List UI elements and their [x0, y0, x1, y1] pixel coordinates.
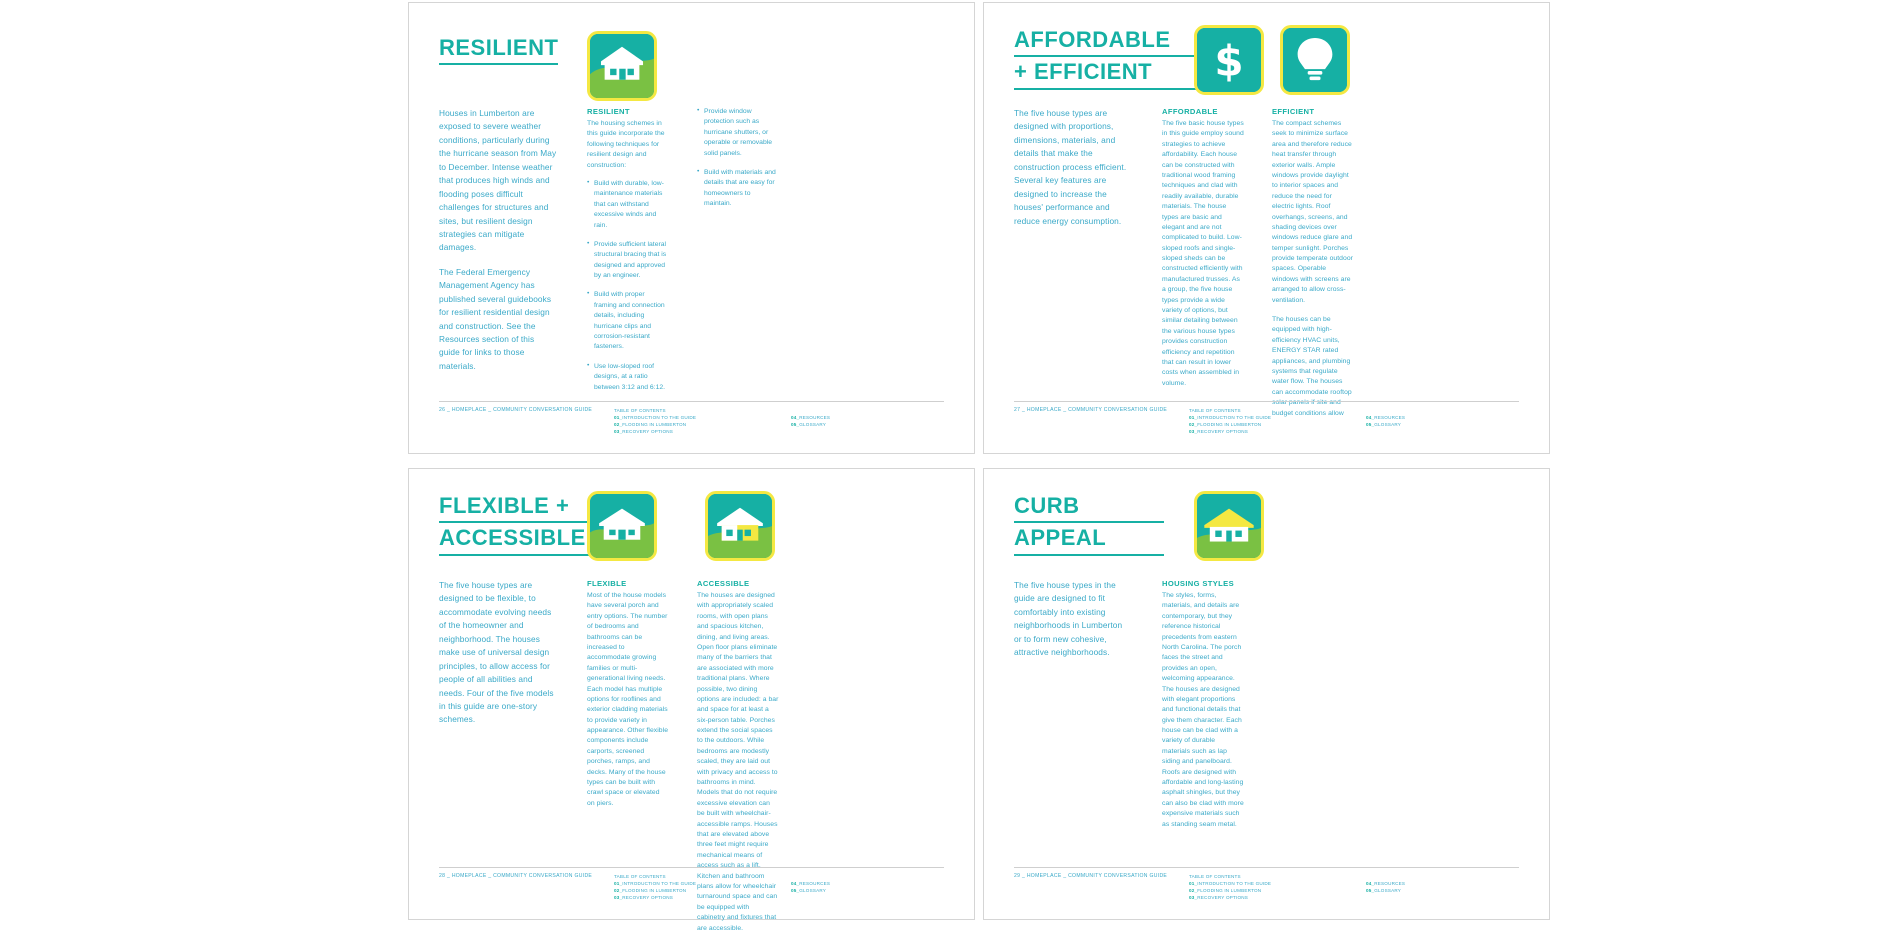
intro-paragraph: The five house types are designed with proportions, dimensions, materials, and details that make the construction process efficient. Several key features are designed to increase the houses' performance and reduce energy consumption.: [1014, 108, 1127, 226]
list-item: • Build with durable, low-maintenance materials that can withstand excessive winds and rain.: [587, 179, 669, 231]
toc-num: 03_: [1189, 895, 1198, 901]
footer-toc-label: TABLE OF CONTENTS: [614, 874, 666, 879]
column-heading: HOUSING STYLES: [1162, 579, 1234, 588]
column-efficient: [1272, 107, 1354, 419]
column-affordable: [1162, 107, 1244, 389]
house-on-hill-glyph: [590, 34, 654, 98]
page-title-line: APPEAL: [1014, 523, 1164, 555]
intro-paragraph: The five house types in the guide are designed to fit comfortably into existing neighborhoods in Lumberton or to form new cohesive, attractive neighborhoods.: [1014, 580, 1123, 658]
toc-num: 01_: [1189, 415, 1198, 421]
toc-num: 03_: [614, 429, 623, 435]
page-footer: [1014, 867, 1519, 901]
page-intro: [1014, 579, 1132, 660]
toc-text: FLOODING IN LUMBERTON: [622, 422, 687, 428]
toc-text: RECOVERY OPTIONS: [1197, 429, 1249, 435]
toc-text: RESOURCES: [799, 880, 831, 886]
toc-num: 02_: [1189, 422, 1198, 428]
footer-toc-right: [1366, 414, 1405, 428]
page-title-line: + EFFICIENT: [1014, 57, 1214, 89]
footer-toc-label: TABLE OF CONTENTS: [1189, 408, 1241, 413]
footer-toc: [1189, 873, 1271, 901]
column-paragraph: The styles, forms, materials, and details are contemporary, but they reference historical precedents from eastern North Carolina. The porch faces the street and provides an open, welcoming appearance. The houses are designed with elegant proportions and functional details that give them character. Each house can be clad with a variety of durable materials such as lap siding and panelboard. Roofs are designed with affordable and long-lasting asphalt shingles, but they can also be clad with more expensive materials such as standing seam metal.: [1162, 592, 1244, 828]
svg-text:$: $: [1214, 36, 1244, 86]
list-item: • Use low-sloped roof designs, at a ratio between 3:12 and 6:12.: [587, 362, 669, 393]
column-paragraph: The houses can be equipped with high-efficiency HVAC units, ENERGY STAR rated appliances, and plumbing systems that regulate water flow. The houses can accommodate rooftop solar panels if site and budget conditions allow: [1272, 316, 1352, 417]
page-number: 28 _ HOMEPLACE _ COMMUNITY CONVERSATION GUIDE: [439, 873, 593, 879]
toc-num: 02_: [614, 422, 623, 428]
page-number: 26 _ HOMEPLACE _ COMMUNITY CONVERSATION GUIDE: [439, 407, 593, 413]
page-title-line: FLEXIBLE +: [439, 491, 629, 523]
intro-paragraph: Houses in Lumberton are exposed to severe weather conditions, particularly during the hurricane season from May to December. Intense weather that produces high winds and flooding poses difficult challenges for structures and sites, but resilient design strategies can mitigate damages.: [439, 108, 557, 253]
page-footer: [1014, 401, 1519, 435]
toc-num: 02_: [614, 888, 623, 894]
column-paragraph: The five basic house types in this guide employ sound strategies to achieve affordability. Each house can be constructed with traditional wood framing techniques and clad with readily available, durable materials. The house types are basic and elegant and are not complicated to build. Low-sloped roofs and single-sloped sheds can be constructed efficiently with manufactured trusses. As a group, the five house types provide a wide variety of options, but similar detailing between the various house types provides construction efficiency and repetition that can result in lower costs when assembled in volume.: [1162, 120, 1244, 387]
page-grid: [408, 0, 1508, 932]
toc-text: RECOVERY OPTIONS: [622, 895, 674, 901]
toc-text: RESOURCES: [1374, 414, 1406, 420]
toc-num: 04_: [1366, 414, 1375, 420]
house-with-yard-glyph: [590, 494, 654, 558]
dollar-sign-icon: [1194, 25, 1264, 95]
column-heading: AFFORDABLE: [1162, 107, 1218, 116]
column-paragraph: The housing schemes in this guide incorporate the following techniques for resilient design and construction:: [587, 120, 665, 169]
house-on-hill-icon: [587, 31, 657, 101]
lightbulb-icon: [1280, 25, 1350, 95]
page-affordable-efficient: [983, 2, 1550, 454]
house-style-glyph: [1197, 494, 1261, 558]
toc-num: 03_: [1189, 429, 1198, 435]
column-heading: RESILIENT: [587, 107, 630, 116]
page-title: [1014, 25, 1214, 90]
house-with-yard-icon: [587, 491, 657, 561]
page-title-line: CURB: [1014, 491, 1164, 523]
page-resilient: [408, 2, 975, 454]
toc-text: GLOSSARY: [799, 887, 827, 893]
column-heading: EFFICIENT: [1272, 107, 1315, 116]
page-flexible-accessible: [408, 468, 975, 932]
page-title-line: ACCESSIBLE: [439, 523, 629, 555]
toc-num: 05_: [791, 887, 800, 893]
footer-toc-right: [1366, 880, 1405, 894]
toc-text: RECOVERY OPTIONS: [1197, 895, 1249, 901]
toc-text: FLOODING IN LUMBERTON: [1197, 422, 1262, 428]
toc-num: 05_: [1366, 421, 1375, 427]
toc-num: 04_: [791, 414, 800, 420]
column-bullet-list: [697, 107, 779, 210]
house-style-icon: [1194, 491, 1264, 561]
column-heading: FLEXIBLE: [587, 579, 627, 588]
house-accessible-glyph: [708, 494, 772, 558]
footer-toc-label: TABLE OF CONTENTS: [614, 408, 666, 413]
intro-paragraph: The Federal Emergency Management Agency has published several guidebooks for resilient residential design and construction. See the Resources section of this guide for links to those materials.: [439, 266, 552, 371]
page-title: [1014, 491, 1164, 556]
page-intro: [439, 579, 557, 727]
list-item: • Build with materials and details that are easy for homeowners to maintain.: [697, 168, 779, 210]
column-bullet-list: [587, 179, 669, 393]
column-flexible: [587, 579, 669, 809]
toc-num: 01_: [614, 415, 623, 421]
page-number: 27 _ HOMEPLACE _ COMMUNITY CONVERSATION GUIDE: [1014, 407, 1168, 413]
toc-text: INTRODUCTION TO THE GUIDE: [622, 415, 697, 421]
toc-num: 05_: [791, 421, 800, 427]
footer-toc: [614, 873, 696, 901]
column-paragraph: The houses are designed with appropriately scaled rooms, with open plans and spacious kitchen, dining, and living areas. Open floor plans eliminate many of the barriers that are associated with more traditional plans. Where possible, two dining options are included: a bar and space for at least a six-person table. Porches extend the social spaces to the outdoors. While bedrooms are modestly scaled, they are laid out with privacy and access to bathrooms in mind. Models that do not require excessive elevation can be built with wheelchair-accessible ramps. Houses that are elevated above three feet might require mechanical means of access such as a lift. Kitchen and bathroom plans allow for wheelchair turnaround space and can be equipped with cabinetry and fixtures that are accessible.: [697, 592, 779, 932]
toc-num: 01_: [614, 881, 623, 887]
toc-text: GLOSSARY: [1374, 887, 1402, 893]
page-intro: [439, 107, 557, 373]
toc-text: GLOSSARY: [1374, 421, 1402, 427]
dollar-sign-glyph: [1197, 28, 1261, 92]
page-number: 29 _ HOMEPLACE _ COMMUNITY CONVERSATION GUIDE: [1014, 873, 1168, 879]
house-accessible-icon: [705, 491, 775, 561]
toc-text: INTRODUCTION TO THE GUIDE: [1197, 415, 1272, 421]
list-item: • Provide sufficient lateral structural bracing that is designed and approved by an engineer.: [587, 240, 669, 282]
toc-text: GLOSSARY: [799, 421, 827, 427]
toc-text: INTRODUCTION TO THE GUIDE: [1197, 881, 1272, 887]
page-footer: [439, 867, 944, 901]
page-intro: [1014, 107, 1132, 228]
toc-text: RESOURCES: [799, 414, 831, 420]
page-curb-appeal: [983, 468, 1550, 920]
column-resilient: [587, 107, 669, 393]
column-resilient-cont: [697, 107, 779, 210]
list-item: • Build with proper framing and connection details, including hurricane clips and corrosion-resistant fasteners.: [587, 290, 669, 352]
page-title-line: AFFORDABLE: [1014, 25, 1214, 57]
footer-toc: [614, 407, 696, 435]
footer-toc: [1189, 407, 1271, 435]
toc-num: 04_: [791, 880, 800, 886]
lightbulb-glyph: [1283, 28, 1347, 92]
footer-toc-right: [791, 880, 830, 894]
column-housing-styles: [1162, 579, 1244, 830]
footer-toc-right: [791, 414, 830, 428]
toc-text: RESOURCES: [1374, 880, 1406, 886]
toc-num: 02_: [1189, 888, 1198, 894]
toc-text: FLOODING IN LUMBERTON: [1197, 888, 1262, 894]
toc-text: RECOVERY OPTIONS: [622, 429, 674, 435]
page-title-line: RESILIENT: [439, 33, 558, 65]
list-item: • Provide window protection such as hurricane shutters, or operable or removable solid panels.: [697, 107, 779, 159]
toc-num: 05_: [1366, 887, 1375, 893]
toc-num: 03_: [614, 895, 623, 901]
column-paragraph: The compact schemes seek to minimize surface area and therefore reduce heat transfer through exterior walls. Ample windows provide daylight to interior spaces and reduce the need for electric lights. Roof overhangs, screens, and shading devices over windows reduce glare and temper sunlight. Porches provide temperate outdoor spaces. Operable windows with screens are arranged to allow cross-ventilation.: [1272, 120, 1353, 304]
footer-toc-label: TABLE OF CONTENTS: [1189, 874, 1241, 879]
toc-num: 01_: [1189, 881, 1198, 887]
toc-text: INTRODUCTION TO THE GUIDE: [622, 881, 697, 887]
toc-num: 04_: [1366, 880, 1375, 886]
intro-paragraph: The five house types are designed to be flexible, to accommodate evolving needs of the homeowner and neighborhood. The houses make use of universal design principles, to allow access for people of all abilities and needs. Four of the five models in this guide are one-story schemes.: [439, 580, 554, 725]
toc-text: FLOODING IN LUMBERTON: [622, 888, 687, 894]
column-paragraph: Most of the house models have several porch and entry options. The number of bedrooms and bathrooms can be increased to accommodate growing families or multi-generational living needs. Each model has multiple options for rooflines and exterior cladding materials to provide variety in appearance. Other flexible components include carports, screened porches, ramps, and decks. Many of the house types can be built with crawl space or elevated on piers.: [587, 592, 669, 807]
column-heading: ACCESSIBLE: [697, 579, 750, 588]
page-footer: [439, 401, 944, 435]
